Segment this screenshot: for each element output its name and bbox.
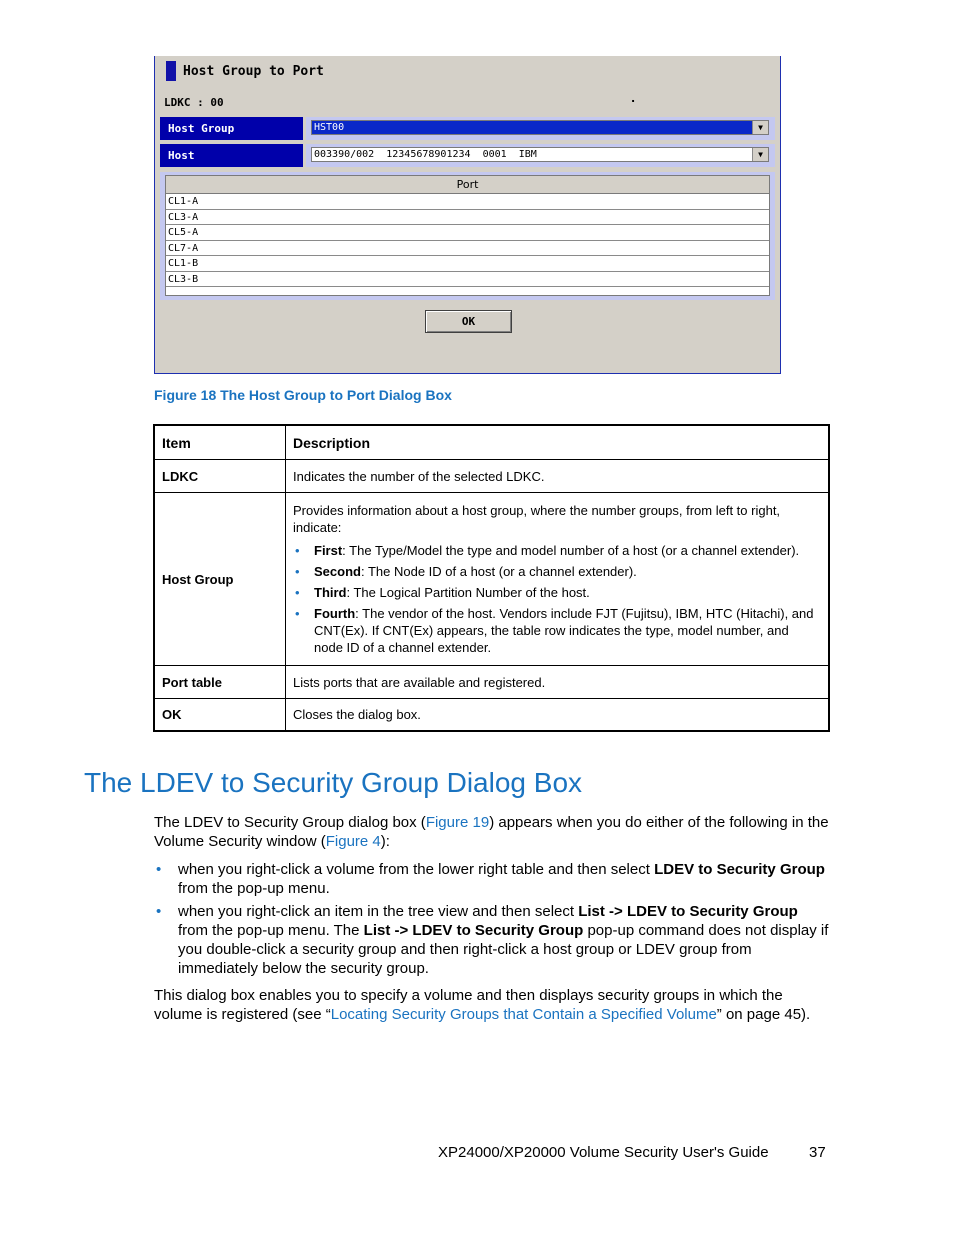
- row-item: OK: [154, 699, 286, 732]
- table-row: [154, 493, 829, 666]
- figure-4-link[interactable]: Figure 4: [325, 833, 381, 850]
- header-description: Description: [286, 425, 830, 460]
- row-description: Closes the dialog box.: [286, 699, 830, 732]
- port-row[interactable]: CL7-A: [166, 241, 769, 257]
- table-row: [154, 666, 829, 699]
- bullet-icon: •: [295, 585, 300, 600]
- row-description: [286, 493, 830, 666]
- figure-19-link[interactable]: Figure 19: [425, 814, 490, 831]
- text: pop-up command does not display if you double-click a security group and then right-click a host group or LDEV group from immediately below the security group.: [178, 922, 829, 977]
- bold-term: List -> LDEV to Security Group: [578, 903, 798, 920]
- ldkc-label: LDKC : 00: [164, 96, 224, 109]
- figure-caption: Figure 18 The Host Group to Port Dialog Box: [154, 387, 452, 403]
- title-marker: [166, 61, 176, 81]
- port-row[interactable]: CL1-B: [166, 256, 769, 272]
- host-group-combo-panel: [306, 117, 775, 140]
- port-row[interactable]: CL3-A: [166, 210, 769, 226]
- section-title: The LDEV to Security Group Dialog Box: [84, 767, 583, 798]
- bullet-term: Fourth: [314, 606, 356, 621]
- text: from the pop-up menu. The: [178, 922, 364, 939]
- port-column-header[interactable]: Port: [166, 176, 769, 194]
- host-group-bullets: [293, 542, 821, 656]
- table-row: [154, 460, 829, 493]
- row-description: Lists ports that are available and registered.: [286, 666, 830, 699]
- header-item: Item: [154, 425, 286, 460]
- port-row[interactable]: CL3-B: [166, 272, 769, 288]
- list-item: [154, 860, 830, 898]
- ldkc-dot: .: [631, 92, 636, 105]
- dialog-title: Host Group to Port: [183, 64, 324, 79]
- host-value: 003390/002 12345678901234 0001 IBM: [314, 149, 537, 160]
- row-description: Indicates the number of the selected LDKC.: [286, 460, 830, 493]
- text: ):: [380, 833, 390, 850]
- page-number: 37: [809, 1144, 826, 1161]
- bullet-icon: •: [156, 861, 162, 878]
- bold-term: LDEV to Security Group: [654, 861, 825, 878]
- table-row: [154, 699, 829, 732]
- port-table[interactable]: [165, 175, 770, 296]
- footer-guide-title: XP24000/XP20000 Volume Security User's Guide: [438, 1144, 769, 1161]
- intro-paragraph: [154, 813, 830, 851]
- list-item: [154, 902, 830, 978]
- host-group-intro: Provides information about a host group, where the number groups, from left to right, indicate:: [293, 503, 781, 535]
- host-group-value: HST00: [314, 122, 345, 133]
- bullet-term: First: [314, 543, 343, 558]
- row-item: Host Group: [154, 493, 286, 666]
- ok-button[interactable]: OK: [425, 310, 512, 333]
- locating-security-groups-link[interactable]: Locating Security Groups that Contain a Specified Volume: [330, 1006, 717, 1023]
- bullet-icon: •: [295, 564, 300, 579]
- text: ) appears when you do either of the following in the Volume Security window (: [154, 814, 829, 850]
- bullet-term: Third: [314, 585, 347, 600]
- bullet-text: : The Type/Model the type and model number of a host (or a channel extender).: [342, 543, 800, 558]
- chevron-down-icon[interactable]: ▼: [752, 121, 768, 134]
- chevron-down-icon[interactable]: ▼: [752, 148, 768, 161]
- list-item: [293, 584, 821, 601]
- bullet-icon: •: [295, 543, 300, 558]
- host-label: Host: [160, 144, 303, 167]
- bullet-text: : The vendor of the host. Vendors include FJT (Fujitsu), IBM, HTC (Hitachi), and CNT(Ex). If CNT(Ex) appears, the table row indicates the type, model number, and node ID of a channel extender.: [314, 606, 814, 655]
- text: This dialog box enables you to specify a volume and then displays security groups in which the volume is registered (see “: [154, 987, 783, 1023]
- bold-term: List -> LDEV to Security Group: [363, 922, 584, 939]
- host-select[interactable]: [311, 147, 769, 162]
- host-group-select[interactable]: [311, 120, 769, 135]
- list-item: [293, 563, 821, 580]
- bullet-term: Second: [314, 564, 361, 579]
- text: The LDEV to Security Group dialog box (: [154, 814, 426, 831]
- list-item: [293, 542, 821, 559]
- text: ” on page 45).: [716, 1006, 811, 1023]
- row-item: LDKC: [154, 460, 286, 493]
- host-group-label: Host Group: [160, 117, 303, 140]
- host-group-to-port-dialog: [154, 56, 781, 374]
- bullet-icon: •: [156, 903, 162, 920]
- text: from the pop-up menu.: [178, 880, 330, 897]
- port-panel: [160, 172, 775, 300]
- closing-paragraph: [154, 986, 830, 1024]
- list-item: [293, 605, 821, 656]
- text: when you right-click a volume from the lower right table and then select: [178, 861, 655, 878]
- description-table: [153, 424, 830, 732]
- action-bullets: [154, 860, 830, 978]
- row-item: Port table: [154, 666, 286, 699]
- host-combo-panel: [306, 144, 775, 167]
- text: when you right-click an item in the tree view and then select: [178, 903, 579, 920]
- bullet-icon: •: [295, 606, 300, 621]
- bullet-text: : The Logical Partition Number of the host.: [346, 585, 590, 600]
- port-row[interactable]: CL1-A: [166, 194, 769, 210]
- bullet-text: : The Node ID of a host (or a channel extender).: [360, 564, 637, 579]
- port-row[interactable]: CL5-A: [166, 225, 769, 241]
